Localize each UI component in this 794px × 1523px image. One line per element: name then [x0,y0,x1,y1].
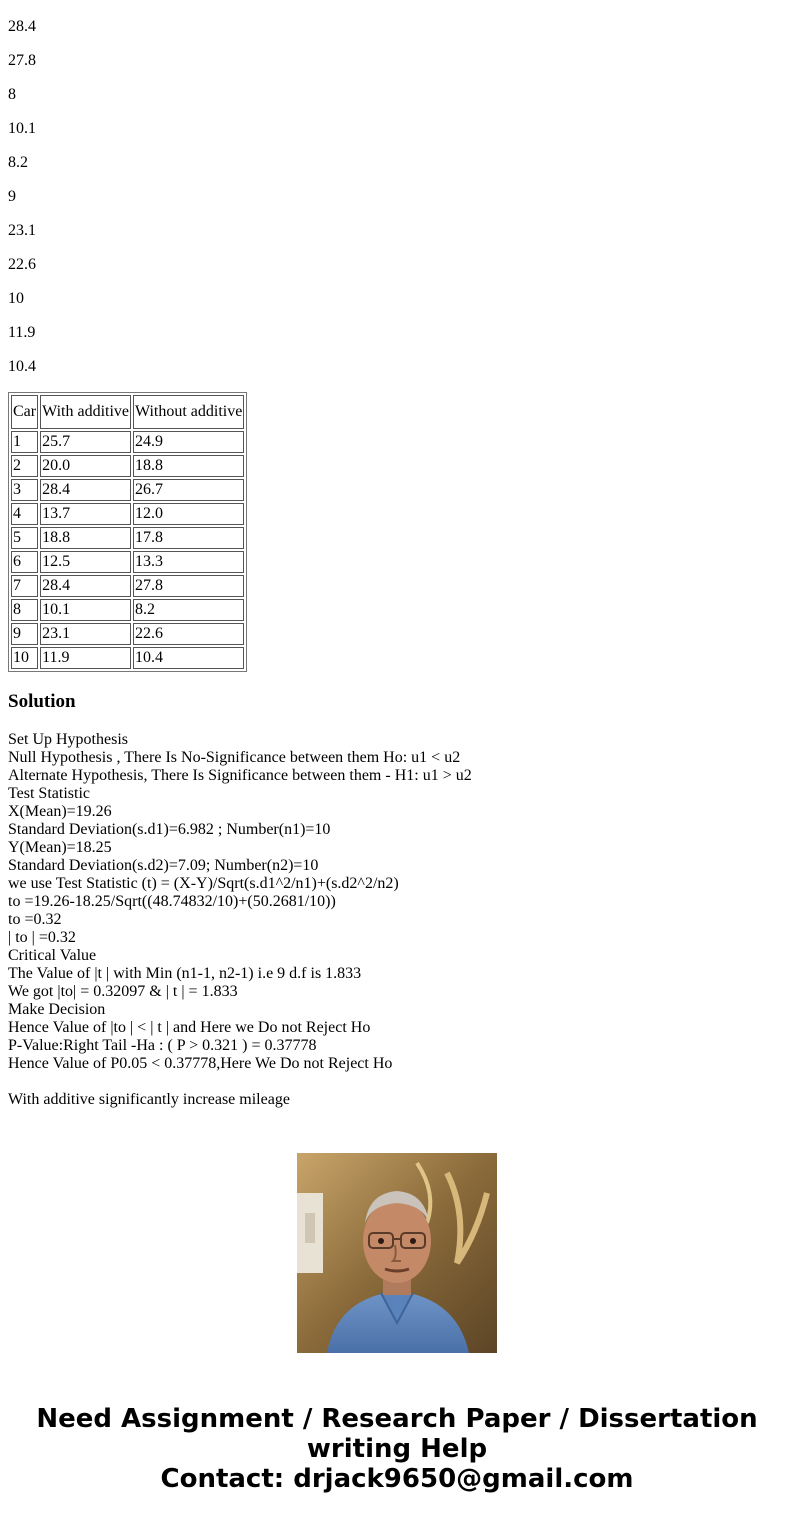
value-line [8,0,788,2]
value-line: 10.4 [8,358,36,375]
solution-line: Hence Value of |to | < | t | and Here we Do not Reject Ho [8,1019,371,1036]
solution-line: Standard Deviation(s.d2)=7.09; Number(n2)=10 [8,857,319,874]
solution-line: to =0.32 [8,911,62,928]
cell-without: 24.9 [133,431,244,453]
cell-with: 12.5 [40,551,131,573]
contact-banner [0,1404,794,1494]
value-line: 10 [8,290,24,307]
table-row [11,455,244,477]
solution-body [8,731,788,1108]
solution-line: Set Up Hypothesis [8,731,128,748]
solution-line: P-Value:Right Tail -Ha : ( P > 0.321 ) = 0.37778 [8,1037,317,1054]
table-row [11,503,244,525]
cell-car: 5 [11,527,38,549]
cell-without: 17.8 [133,527,244,549]
value-line: 9 [8,188,16,205]
solution-line: we use Test Statistic (t) = (X-Y)/Sqrt(s.d1^2/n1)+(s.d2^2/n2) [8,875,399,892]
cell-car: 4 [11,503,38,525]
cell-with: 10.1 [40,599,131,621]
cell-without: 8.2 [133,599,244,621]
table-row [11,431,244,453]
value-line: 8 [8,86,16,103]
cell-car: 9 [11,623,38,645]
cell-with: 20.0 [40,455,131,477]
value-line: 23.1 [8,222,36,239]
cell-with: 28.4 [40,479,131,501]
author-photo-icon [297,1153,497,1353]
value-line: 28.4 [8,18,36,35]
table-header-row [11,395,244,429]
cell-without: 12.0 [133,503,244,525]
value-line: 27.8 [8,52,36,69]
table-row [11,575,244,597]
solution-line: to =19.26-18.25/Sqrt((48.74832/10)+(50.2681/10)) [8,893,336,910]
solution-line: Hence Value of P0.05 < 0.37778,Here We Do not Reject Ho [8,1055,393,1072]
table-row [11,599,244,621]
banner-line-2: writing Help [306,1434,488,1464]
cell-with: 23.1 [40,623,131,645]
cell-car: 2 [11,455,38,477]
cell-without: 10.4 [133,647,244,669]
cell-without: 13.3 [133,551,244,573]
cell-with: 18.8 [40,527,131,549]
value-line: 8.2 [8,154,28,171]
solution-line: X(Mean)=19.26 [8,803,112,820]
value-line: 10.1 [8,120,36,137]
document-body [8,0,788,1108]
value-line: 11.9 [8,324,36,341]
solution-line: | to | =0.32 [8,929,76,946]
cell-without: 27.8 [133,575,244,597]
table-row [11,527,244,549]
cell-without: 22.6 [133,623,244,645]
table-row [11,479,244,501]
solution-line: Null Hypothesis , There Is No-Significance between them Ho: u1 < u2 [8,749,461,766]
header-with-additive: With additive [40,395,131,429]
solution-line: Standard Deviation(s.d1)=6.982 ; Number(n1)=10 [8,821,331,838]
cell-without: 18.8 [133,455,244,477]
solution-line: Alternate Hypothesis, There Is Significance between them - H1: u1 > u2 [8,767,472,784]
cell-with: 28.4 [40,575,131,597]
solution-line: We got |to| = 0.32097 & | t | = 1.833 [8,983,238,1000]
table-row [11,551,244,573]
cell-car: 1 [11,431,38,453]
cell-car: 3 [11,479,38,501]
banner-line-1: Need Assignment / Research Paper / Dissertation [36,1404,758,1434]
table-row [11,647,244,669]
banner-contact-email: Contact: drjack9650@gmail.com [160,1464,634,1494]
solution-conclusion: With additive significantly increase mileage [8,1091,290,1108]
solution-line: Critical Value [8,947,97,964]
header-without-additive: Without additive [133,395,244,429]
avatar [297,1153,497,1353]
value-line: 22.6 [8,256,36,273]
cell-car: 10 [11,647,38,669]
cell-with: 13.7 [40,503,131,525]
table-row [11,623,244,645]
cell-with: 11.9 [40,647,131,669]
solution-line: The Value of |t | with Min (n1-1, n2-1) i.e 9 d.f is 1.833 [8,965,362,982]
mileage-table [8,392,247,672]
pre-table-values [8,0,788,376]
cell-car: 6 [11,551,38,573]
solution-heading: Solution [8,691,76,712]
cell-with: 25.7 [40,431,131,453]
cell-car: 7 [11,575,38,597]
solution-line: Test Statistic [8,785,90,802]
solution-line: Y(Mean)=18.25 [8,839,112,856]
cell-car: 8 [11,599,38,621]
cell-without: 26.7 [133,479,244,501]
header-car: Car [11,395,38,429]
solution-line: Make Decision [8,1001,106,1018]
